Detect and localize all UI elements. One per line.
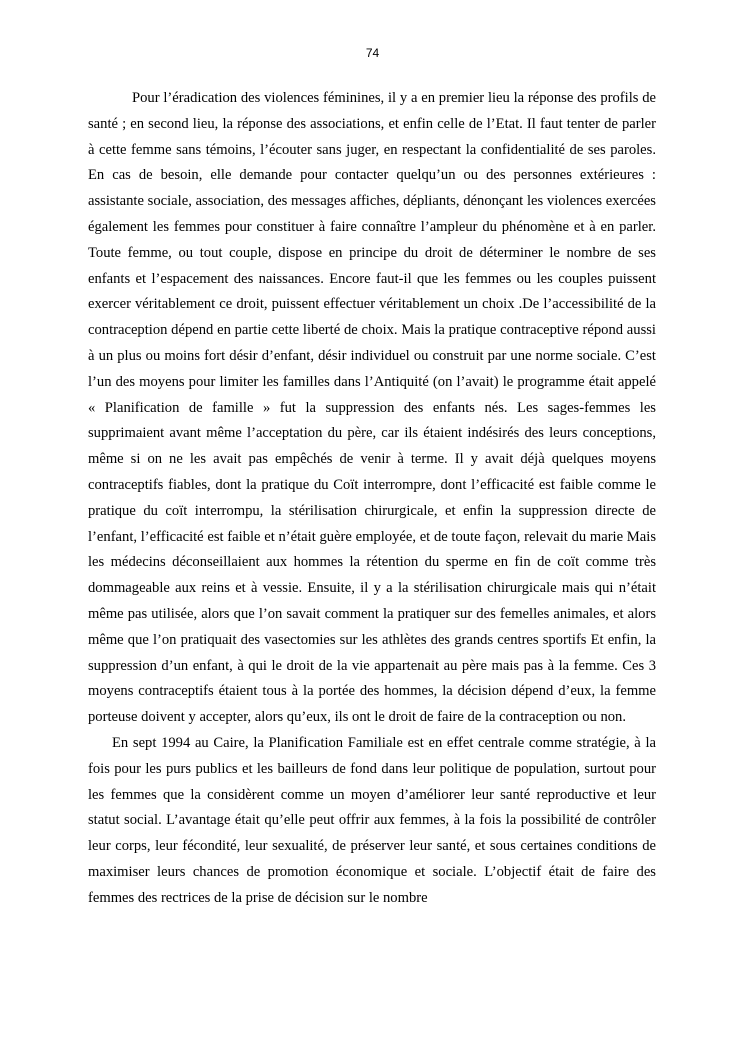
paragraph-cairo-1994: En sept 1994 au Caire, la Planification Familiale est en effet centrale comme stratégie, à la fois pour les purs publics et les bailleurs de fond dans leur politique de population, surtout pour les femmes que la considèrent comme un moyen d’améliorer leur santé reproductive et leur statut social. L’avantage était qu’elle peut offrir aux femmes, à la fois la possibilité de contrôler leur corps, leur fécondité, leur sexualité, de préserver leur santé, et sous certaines conditions de maximiser leurs chances de promotion économique et sociale. L’objectif était de faire des femmes des rectrices de la prise de décision sur le nombre bbox=[88, 734, 656, 906]
paragraph-contraception-history: Pour l’éradication des violences féminines, il y a en premier lieu la réponse des profils de santé ; en second lieu, la réponse des associations, et enfin celle de l’Etat. Il faut tenter de parler à cette femme sans témoins, l’écouter sans juger, en respectant la confidentialité de ses paroles. En cas de besoin, elle demande pour contacter quelqu’un ou des personnes extérieures : assistante sociale, association, des messages affiches, dépliants, dénonçant les violences exercées également les femmes pour constituer à faire connaître l’ampleur du phénomène et à en parler. Toute femme, ou tout couple, dispose en principe du droit de déterminer le nombre de ses enfants et l’espacement des naissances. Encore faut-il que les femmes ou les couples puissent exercer véritablement ce droit, puissent effectuer véritablement un choix .De l’accessibilité de la contraception dépend en partie cette liberté de choix. Mais la pratique contraceptive répond aussi à un plus ou moins fort désir d’enfant, désir individuel ou construit par une norme sociale. C’est l’un des moyens pour limiter les familles dans l’Antiquité (on l’avait) le programme était appelé « Planification de famille » fut la suppression des enfants nés. Les sages-femmes les supprimaient avant même l’acceptation du père, car ils étaient indésirés des leurs conceptions, même si on ne les avait pas empêchés de venir à terme. Il y avait déjà quelques moyens contraceptifs fiables, dont la pratique du Coït interrompre, dont l’efficacité est faible comme le pratique du coït interrompu, la stérilisation chirurgicale, et enfin la suppression directe de l’enfant, l’efficacité est faible et n’était guère employée, et de toute façon, relevait du marie Mais les médecins déconseillaient aux hommes la rétention du sperme en fin de coït comme très dommageable aux reins et à vessie. Ensuite, il y a la stérilisation chirurgicale mais qui n’était même pas utilisée, alors que l’on savait comment la pratiquer sur des femelles animales, et alors même que l’on pratiquait des vasectomies sur les athlètes des grands centres sportifs Et enfin, la suppression d’un enfant, à qui le droit de la vie appartenait au père mais pas à la femme. Ces 3 moyens contraceptifs étaient tous à la portée des hommes, la décision dépend d’eux, la femme porteuse doivent y accepter, alors qu’eux, ils ont le droit de faire de la contraception ou non. bbox=[88, 90, 656, 726]
page-number: 74 bbox=[365, 46, 380, 60]
document-body bbox=[88, 86, 656, 912]
